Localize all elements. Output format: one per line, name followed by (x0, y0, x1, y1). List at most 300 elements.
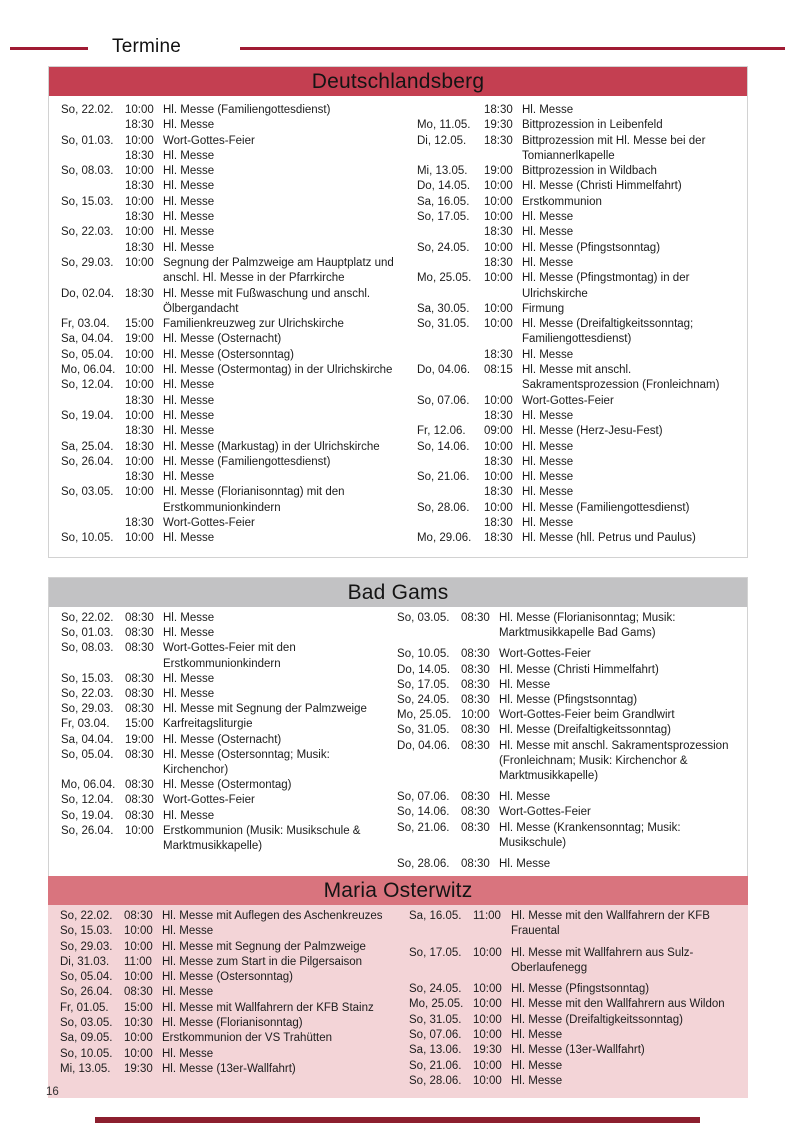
schedule-entry (409, 1043, 744, 1058)
entry-time: 18:30 (125, 149, 154, 162)
entry-time: 10:30 (124, 1017, 153, 1030)
entry-time: 10:00 (461, 709, 490, 722)
schedule-entry (417, 470, 743, 485)
schedule-entry (61, 824, 397, 854)
entry-text: Hl. Messe mit Auflegen des Aschenkreuzes (162, 910, 383, 922)
entry-time: 19:00 (483, 165, 513, 178)
entry-date (417, 455, 484, 470)
entry-date: So, 07.06. (416, 394, 470, 407)
schedule-entry (409, 1074, 744, 1089)
entry-date: So, 03.05. (61, 486, 114, 499)
entry-date: So, 24.05. (416, 241, 470, 254)
entry-text: Hl. Messe (Herz-Jesu-Fest) (521, 425, 663, 438)
entry-text: Wort-Gottes-Feier (163, 134, 255, 147)
entry-time: 08:30 (125, 809, 154, 822)
entry-date: So, 28.06. (416, 501, 470, 514)
section-title-maria-osterwitz: Maria Osterwitz (48, 876, 748, 905)
entry-text: Hl. Messe (511, 1074, 563, 1087)
schedule-entry (409, 982, 744, 997)
entry-date: So, 24.05. (409, 983, 462, 996)
header-rule-left (10, 47, 88, 50)
entry-time: 10:00 (125, 134, 154, 147)
schedule-entry (61, 317, 397, 332)
schedule-entry (417, 317, 743, 348)
entry-text: Hl. Messe (Pfingstsonntag) (511, 983, 650, 996)
entry-time: 19:00 (125, 333, 154, 346)
entry-text: Hl. Messe (163, 471, 215, 484)
entry-text: Hl. Messe (Markustag) in der Ulrichskirche (163, 440, 380, 453)
entry-date (417, 225, 484, 240)
entry-date: So, 10.05. (60, 1047, 113, 1060)
entry-text: Hl. Messe mit Segnung der Palmzweige (163, 703, 367, 716)
schedule-entry (61, 256, 397, 287)
entry-date: Di, 12.05. (416, 134, 467, 147)
entry-text: Hl. Messe (Ostermontag) in der Ulrichskirche (163, 364, 393, 377)
entry-date: So, 19.04. (61, 409, 114, 422)
entry-text: Hl. Messe mit Wallfahrern der KFB Stainz (162, 1001, 374, 1014)
entry-text: Hl. Messe (Christi Himmelfahrt) (521, 180, 682, 193)
schedule-entry (61, 672, 397, 687)
entry-date: So, 22.03. (61, 226, 114, 239)
entry-text: Hl. Messe (Ostersonntag) (163, 348, 295, 361)
schedule-entry (61, 424, 397, 439)
entry-date: So, 28.06. (409, 1074, 462, 1087)
entry-text: Hl. Messe (163, 688, 215, 701)
entry-text: Wort-Gottes-Feier mit den Erstkommunionkindern (163, 642, 296, 670)
schedule-entry (417, 409, 743, 424)
entry-time: 10:00 (124, 971, 153, 984)
entry-date: So, 12.04. (61, 794, 114, 807)
schedule-entry (61, 687, 397, 702)
entry-time: 10:00 (125, 824, 154, 837)
entry-time: 10:00 (125, 256, 154, 269)
entry-date: Mo, 06.04. (61, 779, 116, 792)
entry-time: 10:00 (483, 440, 513, 453)
entry-text: Hl. Messe (163, 241, 215, 254)
schedule-column-right (397, 103, 743, 547)
entry-date: So, 22.02. (61, 104, 114, 116)
entry-time: 10:00 (125, 195, 154, 208)
entry-text: Hl. Messe mit anschl. Sakramentsprozession (Fronleichnam) (521, 364, 720, 392)
entry-date: So, 31.05. (397, 724, 450, 737)
entry-time: 08:30 (461, 724, 490, 737)
entry-text: Hl. Messe (163, 195, 215, 208)
schedule-entry (397, 647, 743, 662)
entry-date: So, 14.06. (397, 806, 450, 819)
schedule-entry (61, 241, 397, 256)
entry-date: So, 08.03. (61, 165, 114, 178)
entry-date: So, 07.06. (397, 791, 450, 804)
entry-time: 18:30 (483, 517, 513, 530)
entry-text: Erstkommunion der VS Trahütten (162, 1032, 333, 1045)
entry-time: 10:00 (473, 1059, 502, 1072)
entry-time: 08:30 (461, 791, 490, 804)
entry-date: So, 10.05. (61, 532, 114, 545)
entry-date: Mi, 13.05. (60, 1062, 111, 1075)
entry-date: Sa, 04.04. (61, 733, 114, 746)
schedule-entry (417, 118, 743, 133)
schedule-entry (61, 748, 397, 778)
entry-date: So, 14.06. (416, 440, 470, 453)
entry-text: Wort-Gottes-Feier (163, 517, 255, 530)
entry-text: Hl. Messe (Familiengottesdienst) (163, 455, 331, 468)
schedule-entry (61, 195, 397, 210)
entry-text: Bittprozession in Leibenfeld (521, 119, 663, 132)
entry-text: Hl. Messe (Florianisonntag) (162, 1017, 303, 1030)
entry-time: 10:00 (125, 104, 154, 116)
entry-text: Hl. Messe (Florianisonntag; Musik: Marktmusikkapelle Bad Gams) (499, 612, 676, 640)
schedule-entry (61, 626, 397, 641)
schedule-entry (417, 394, 743, 409)
entry-text: Firmung (521, 302, 565, 315)
entry-text: Hl. Messe mit Wallfahrern aus Sulz-Oberlaufenegg (511, 946, 694, 974)
schedule-entry (417, 179, 743, 194)
schedule-entry (61, 149, 397, 164)
schedule-body (48, 905, 748, 1098)
entry-text: Hl. Messe (Familiengottesdienst) (521, 501, 690, 514)
entry-date: Mo, 25.05. (397, 709, 452, 722)
section-title-deutschlandsberg: Deutschlandsberg (49, 67, 747, 96)
entry-text: Wort-Gottes-Feier (163, 794, 255, 807)
entry-text: Hl. Messe mit den Wallfahrern aus Wildon (511, 998, 725, 1011)
entry-time: 08:30 (461, 806, 490, 819)
entry-time: 08:30 (125, 779, 154, 792)
entry-date: So, 17.05. (409, 946, 462, 959)
header-rule-right (240, 47, 785, 50)
entry-text: Hl. Messe (163, 612, 215, 624)
schedule-entry (61, 531, 397, 546)
entry-date: So, 31.05. (416, 318, 470, 331)
schedule-entry (61, 809, 397, 824)
entry-time: 18:30 (125, 287, 154, 300)
entry-time: 08:30 (461, 739, 490, 752)
entry-time: 08:30 (125, 748, 154, 761)
entry-text: Erstkommunion (521, 195, 602, 208)
schedule-column-left (48, 909, 397, 1077)
entry-text: Hl. Messe (Dreifaltigkeitssonntag) (511, 1013, 683, 1026)
entry-time: 18:30 (125, 425, 154, 438)
entry-text: Hl. Messe mit Segnung der Palmzweige (162, 940, 366, 953)
entry-time: 08:30 (461, 858, 490, 871)
entry-date: So, 26.04. (61, 824, 114, 837)
entry-time: 10:00 (483, 501, 513, 514)
entry-date: So, 05.04. (61, 748, 114, 761)
entry-text: Hl. Messe (521, 440, 574, 453)
entry-time: 08:30 (461, 648, 490, 661)
entry-time: 18:30 (125, 471, 154, 484)
entry-text: Hl. Messe (hll. Petrus und Paulus) (521, 532, 696, 545)
schedule-entry (417, 531, 743, 546)
entry-time: 18:30 (125, 211, 154, 224)
entry-text: Hl. Messe (521, 226, 574, 239)
entry-time: 18:30 (483, 348, 513, 361)
schedule-entry (397, 723, 743, 738)
entry-text: Bittprozession mit Hl. Messe bei der Tomiannerlkapelle (521, 134, 706, 162)
section-maria-osterwitz (48, 876, 748, 1098)
entry-date: So, 19.04. (61, 809, 114, 822)
entry-date: Do, 14.05. (397, 663, 451, 676)
entry-date: Sa, 30.05. (416, 302, 470, 315)
schedule-entry (61, 409, 397, 424)
entry-date: So, 29.03. (61, 703, 114, 716)
entry-time: 18:30 (483, 486, 513, 499)
entry-text: Hl. Messe (521, 104, 574, 116)
entry-time: 10:00 (125, 226, 154, 239)
entry-text: Hl. Messe zum Start in die Pilgersaison (162, 955, 363, 968)
entry-text: Hl. Messe (162, 925, 214, 938)
entry-time: 10:00 (124, 925, 153, 938)
entry-time: 08:30 (461, 821, 490, 834)
entry-text: Hl. Messe (521, 455, 574, 468)
entry-text: Bittprozession in Wildbach (521, 165, 657, 178)
entry-text: Hl. Messe (521, 517, 574, 530)
entry-time: 18:30 (483, 226, 513, 239)
entry-text: Erstkommunion (Musik: Musikschule & Marktmusikkapelle) (163, 824, 361, 853)
entry-date: So, 10.05. (397, 648, 450, 661)
entry-time: 08:15 (483, 364, 513, 377)
schedule-entry (417, 424, 743, 439)
schedule-entry (61, 134, 397, 149)
entry-text: Hl. Messe (Familiengottesdienst) (163, 104, 331, 116)
entry-time: 18:30 (125, 394, 154, 407)
entry-time: 18:30 (483, 134, 513, 147)
footer-rule (95, 1117, 700, 1123)
entry-date (417, 409, 484, 424)
entry-time: 08:30 (125, 612, 154, 624)
schedule-entry (397, 678, 743, 693)
entry-date: So, 26.04. (61, 455, 114, 468)
entry-date: Do, 04.06. (397, 739, 451, 752)
schedule-body (49, 607, 747, 882)
entry-text: Hl. Messe (Ostersonntag) (162, 971, 294, 984)
entry-date (61, 394, 125, 409)
entry-date: Sa, 04.04. (61, 333, 114, 346)
schedule-entry (61, 733, 397, 748)
schedule-entry (61, 778, 397, 793)
schedule-entry (61, 641, 397, 671)
schedule-entry (61, 378, 397, 393)
entry-date (61, 210, 125, 225)
entry-time: 10:00 (125, 165, 154, 178)
schedule-entry (61, 363, 397, 378)
entry-time: 18:30 (483, 256, 513, 269)
entry-time: 10:00 (473, 998, 502, 1011)
entry-time: 10:00 (125, 455, 154, 468)
entry-date: So, 17.05. (397, 678, 450, 691)
entry-text: Hl. Messe (Pfingstsonntag) (521, 241, 661, 254)
entry-date: So, 17.05. (416, 211, 470, 224)
entry-date: Fr, 03.04. (61, 318, 110, 331)
schedule-entry (60, 1016, 397, 1031)
entry-date (417, 103, 484, 118)
entry-text: Hl. Messe mit den Wallfahrern der KFB Frauental (511, 910, 710, 938)
schedule-entry (61, 611, 397, 626)
entry-date: Do, 14.05. (416, 180, 471, 193)
entry-text: Wort-Gottes-Feier beim Grandlwirt (499, 709, 675, 722)
entry-text: Hl. Messe (Florianisonntag) mit den Erstkommunionkindern (163, 486, 345, 514)
schedule-entry (417, 302, 743, 317)
schedule-entry (417, 363, 743, 394)
schedule-entry (397, 663, 743, 678)
entry-date: So, 29.03. (60, 940, 113, 953)
entry-time: 08:30 (461, 663, 490, 676)
entry-date (61, 149, 125, 164)
entry-date: So, 03.05. (397, 612, 450, 624)
entry-text: Hl. Messe (Ostersonntag; Musik: Kirchenchor) (163, 748, 330, 777)
entry-date (417, 516, 484, 531)
entry-date (61, 470, 125, 485)
schedule-entry (417, 271, 743, 302)
section-bad-gams (48, 577, 748, 883)
entry-text: Hl. Messe mit Fußwaschung und anschl. Ölbergandacht (163, 287, 371, 315)
entry-date: Fr, 12.06. (416, 425, 466, 438)
entry-date: So, 29.03. (61, 256, 114, 269)
entry-date: So, 26.04. (60, 986, 113, 999)
entry-text: Hl. Messe (521, 256, 574, 269)
entry-time: 10:00 (483, 241, 513, 254)
page-header-label: Termine (112, 36, 181, 57)
entry-text: Hl. Messe (521, 348, 574, 361)
schedule-entry (397, 739, 743, 785)
entry-date: So, 24.05. (397, 694, 450, 707)
schedule-entry (417, 440, 743, 455)
entry-text: Hl. Messe (163, 672, 215, 685)
entry-date: So, 08.03. (61, 642, 114, 655)
entry-date: So, 21.06. (409, 1059, 462, 1072)
entry-date (417, 348, 484, 363)
entry-text: Hl. Messe (499, 791, 551, 804)
entry-date: Mo, 25.05. (416, 272, 472, 285)
entry-time: 08:30 (125, 688, 154, 701)
entry-time: 08:30 (125, 642, 154, 655)
entry-text: Hl. Messe (163, 532, 215, 545)
schedule-entry (409, 1013, 744, 1028)
entry-text: Hl. Messe (Osternacht) (163, 733, 282, 746)
schedule-entry (397, 857, 743, 872)
entry-date: Fr, 01.05. (60, 1001, 109, 1014)
schedule-entry (417, 134, 743, 165)
entry-time: 10:00 (125, 532, 154, 545)
schedule-entry (417, 455, 743, 470)
schedule-entry (61, 118, 397, 133)
schedule-entry (417, 241, 743, 256)
entry-date: Fr, 03.04. (61, 718, 110, 731)
entry-time: 08:30 (124, 986, 153, 999)
schedule-entry (60, 909, 397, 924)
schedule-entry (61, 164, 397, 179)
schedule-entry (417, 516, 743, 531)
entry-text: Hl. Messe (Dreifaltigkeitssonntag; Familiengottesdienst) (521, 318, 694, 346)
schedule-entry (61, 455, 397, 470)
schedule-entry (397, 790, 743, 805)
schedule-entry (409, 1028, 744, 1043)
entry-time: 10:00 (125, 379, 154, 392)
schedule-entry (417, 485, 743, 500)
entry-date: Do, 02.04. (61, 287, 115, 300)
entry-text: Hl. Messe (Dreifaltigkeitssonntag) (499, 724, 671, 737)
schedule-entry (417, 164, 743, 179)
entry-text: Hl. Messe (163, 180, 215, 193)
schedule-entry (61, 470, 397, 485)
entry-text: Hl. Messe (163, 149, 215, 162)
entry-date: So, 07.06. (409, 1029, 462, 1042)
entry-date: So, 22.02. (61, 612, 114, 624)
entry-time: 10:00 (473, 1029, 502, 1042)
entry-time: 11:00 (124, 955, 152, 968)
schedule-entry (61, 103, 397, 118)
schedule-entry (60, 924, 397, 939)
entry-time: 08:30 (124, 910, 153, 922)
entry-text: Hl. Messe (163, 409, 215, 422)
schedule-entry (61, 702, 397, 717)
entry-date: So, 03.05. (60, 1017, 113, 1030)
entry-text: Hl. Messe (13er-Wallfahrt) (511, 1044, 645, 1057)
schedule-entry (61, 717, 397, 732)
entry-text: Wort-Gottes-Feier (499, 648, 591, 661)
schedule-column-left (49, 611, 397, 854)
schedule-body (49, 96, 747, 557)
entry-text: Hl. Messe (162, 1047, 214, 1060)
entry-time: 09:00 (483, 425, 513, 438)
entry-text: Hl. Messe (162, 986, 214, 999)
entry-time: 19:30 (473, 1044, 502, 1057)
entry-text: Hl. Messe (163, 211, 215, 224)
entry-text: Hl. Messe (Krankensonntag; Musik: Musikschule) (499, 821, 681, 849)
schedule-entry (61, 287, 397, 318)
entry-date (61, 118, 125, 133)
entry-date: So, 01.03. (61, 627, 114, 640)
schedule-entry (409, 1059, 744, 1074)
schedule-entry (397, 611, 743, 641)
entry-time: 10:00 (483, 211, 513, 224)
entry-text: Segnung der Palmzweige am Hauptplatz und anschl. Hl. Messe in der Pfarrkirche (163, 256, 394, 285)
entry-date (61, 241, 125, 256)
schedule-entry (417, 195, 743, 210)
entry-text: Hl. Messe (499, 678, 551, 691)
entry-date: So, 22.03. (61, 688, 114, 701)
entry-date (417, 485, 484, 500)
entry-time: 08:30 (125, 672, 154, 685)
schedule-entry (61, 516, 397, 531)
entry-date: Di, 31.03. (60, 955, 110, 968)
entry-text: Hl. Messe (163, 226, 215, 239)
schedule-entry (60, 970, 397, 985)
entry-time: 10:00 (473, 1013, 502, 1026)
entry-date: Mo, 06.04. (61, 364, 116, 377)
entry-date (61, 516, 125, 531)
schedule-entry (409, 946, 744, 977)
schedule-entry (60, 985, 397, 1000)
entry-time: 10:00 (124, 940, 153, 953)
entry-time: 10:00 (473, 946, 502, 959)
entry-time: 10:00 (125, 348, 154, 361)
schedule-entry (60, 940, 397, 955)
entry-text: Hl. Messe (163, 809, 215, 822)
entry-time: 08:30 (461, 612, 490, 624)
entry-text: Hl. Messe (Pfingstsonntag) (499, 694, 638, 707)
schedule-entry (60, 1001, 397, 1016)
entry-time: 10:00 (125, 486, 154, 499)
entry-date: Sa, 16.05. (416, 195, 470, 208)
entry-time: 10:00 (483, 471, 513, 484)
entry-text: Hl. Messe (163, 394, 215, 407)
entry-text: Hl. Messe (511, 1059, 563, 1072)
schedule-entry (417, 103, 743, 118)
entry-time: 19:30 (124, 1062, 153, 1075)
entry-date: So, 15.03. (60, 925, 113, 938)
schedule-entry (61, 793, 397, 808)
entry-time: 18:30 (125, 180, 154, 193)
